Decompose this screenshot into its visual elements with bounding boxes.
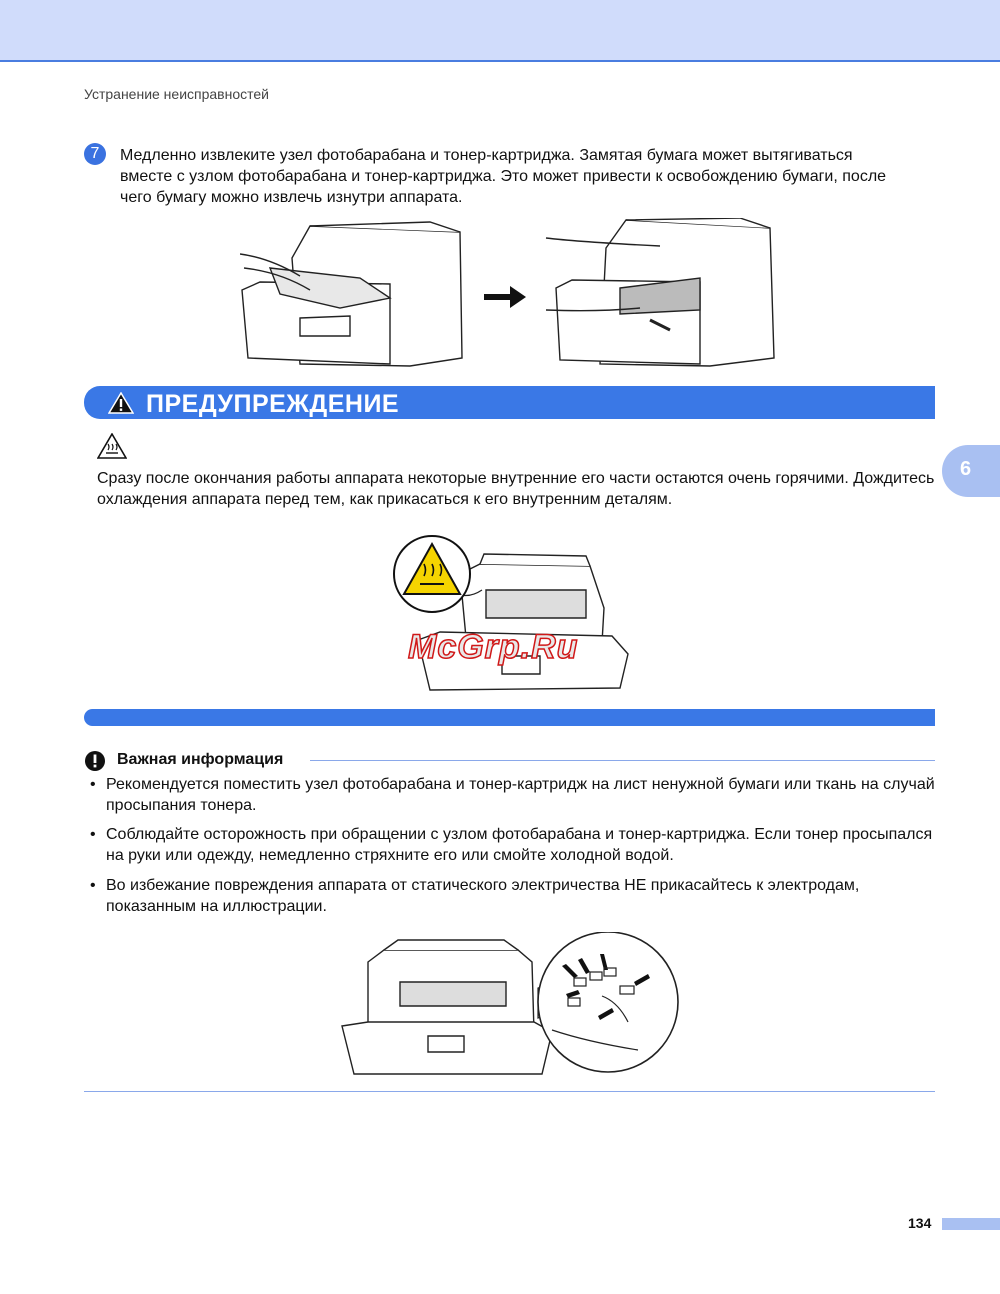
bullet-marker: • xyxy=(90,877,96,894)
note-item: Соблюдайте осторожность при обращении с узлом фотобарабана и тонер-картриджа. Если тонер просыпался на руки или одежду, немедленно стряхните его или смойте холодной водой. xyxy=(106,826,933,864)
hot-surface-icon xyxy=(97,433,127,459)
hot-printer-illustration xyxy=(390,528,640,694)
step-instruction: Медленно извлеките узел фотобарабана и тонер-картриджа. Замятая бумага может вытягиваться вместе с узлом фотобарабана и тонер-картриджа. Это может привести к освобождению бумаги, после чего бумагу можно извлечь изнутри аппарата. xyxy=(120,147,887,206)
warning-text: Сразу после окончания работы аппарата некоторые внутренние его части остаются очень горячими. Дождитесь охлаждения аппарата перед тем, как прикасаться к его внутренним деталям. xyxy=(97,470,935,508)
note-title: Важная информация xyxy=(117,751,284,768)
page-tab xyxy=(942,1218,1000,1230)
bottom-divider xyxy=(84,1091,935,1092)
electrodes-illustration xyxy=(338,932,682,1078)
section-header: Устранение неисправностей xyxy=(84,86,269,102)
important-icon xyxy=(84,750,106,772)
bullet-marker: • xyxy=(90,776,96,793)
step-number-badge: 7 xyxy=(84,143,106,165)
chapter-number: 6 xyxy=(960,458,972,480)
page-number: 134 xyxy=(908,1215,932,1231)
bullet-marker: • xyxy=(90,826,96,843)
warning-triangle-icon xyxy=(108,392,134,414)
watermark: McGrp.Ru xyxy=(408,628,579,666)
warning-end-bar xyxy=(84,709,935,726)
note-divider xyxy=(310,760,935,761)
note-item: Во избежание повреждения аппарата от статического электричества НЕ прикасайтесь к электродам, показанным на иллюстрации. xyxy=(106,877,860,915)
warning-title: ПРЕДУПРЕЖДЕНИЕ xyxy=(146,390,400,418)
top-banner xyxy=(0,0,1000,62)
note-item: Рекомендуется поместить узел фотобарабана и тонер-картридж на лист ненужной бумаги или ткань на случай просыпания тонера. xyxy=(106,776,935,814)
arrow-right-icon xyxy=(484,286,526,308)
